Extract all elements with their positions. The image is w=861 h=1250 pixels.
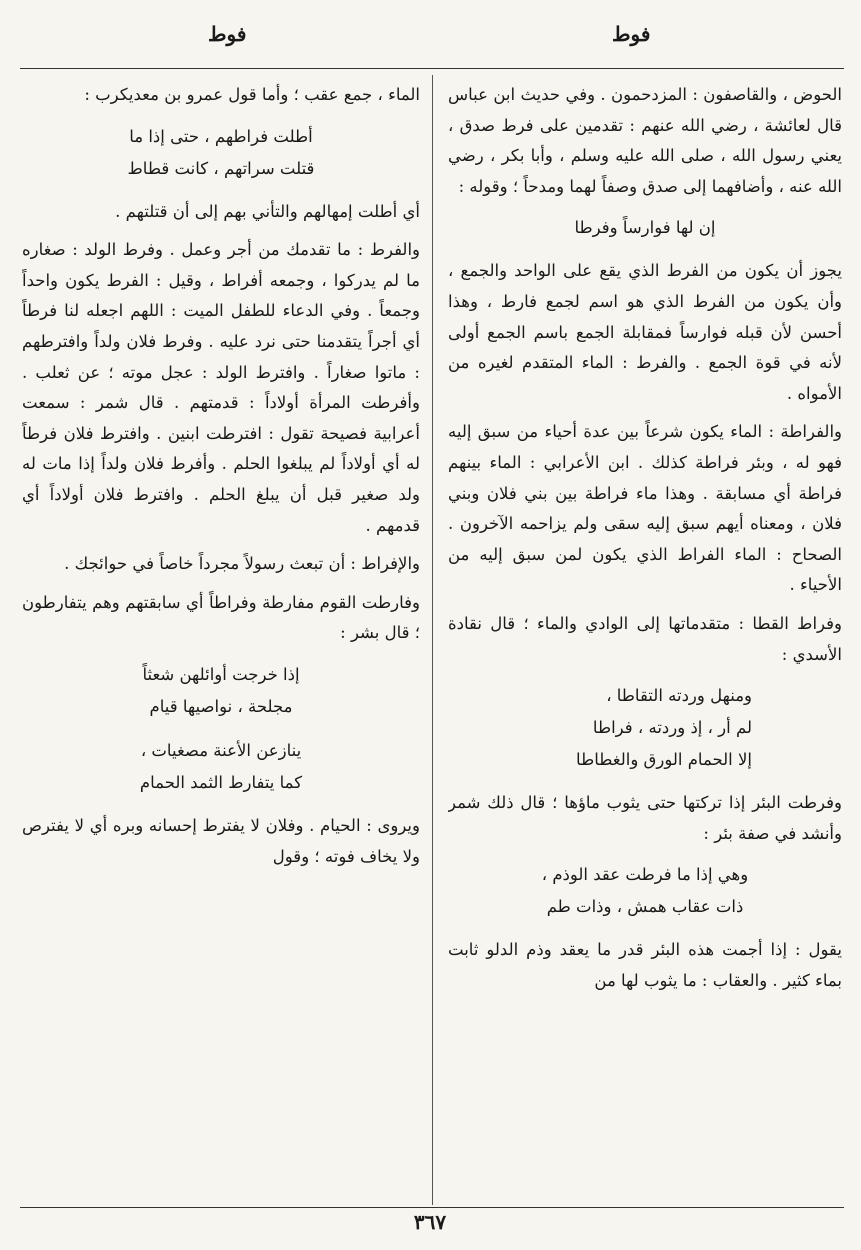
verse-line: ذات عقاب همش ، وذات طم (546, 897, 744, 917)
header-word-right: فوط (612, 22, 651, 46)
paragraph: يقول : إذا أجمت هذه البئر قدر ما يعقد وذم الدلو ثابت بماء كثير . والعقاب : ما يثوب لها من (448, 940, 842, 990)
paragraph: الماء ، جمع عقب ؛ وأما قول عمرو بن معديكرب : (84, 85, 420, 104)
verse (22, 735, 420, 799)
verse-line: مجلحة ، نواصيها قيام (149, 696, 293, 716)
right-column (448, 80, 842, 1205)
verse (22, 121, 420, 185)
verse (22, 659, 420, 723)
paragraph: وفارطت القوم مفارطة وفراطاً أي سابقتهم وهم يتفارطون ؛ قال بشر : (22, 592, 420, 643)
verse-line: وهي إذا ما فرطت عقد الوذم ، (541, 865, 749, 885)
paragraph: الحوض ، والقاصفون : المزدحمون . وفي حديث ابن عباس قال لعائشة ، رضي الله عنهم : تقدمين على فرط صدق ، يعني رسول الله ، صلى الله عليه وسلم ، وأبا بكر ، رضي الله عنه ، وأضافهما إلى صدق وصفاً لهما ومدحاً ؛ وقوله : (448, 85, 842, 196)
page-number: ٣٦٧ (413, 1210, 447, 1234)
paragraph: والإفراط : أن تبعث رسولاً مجرداً خاصاً في حوائجك . (64, 554, 420, 574)
verse-line: ومنهل وردته التقاطا ، (606, 686, 752, 706)
header-word-left: فوط (208, 22, 247, 46)
verse (448, 212, 842, 244)
paragraph: أي أطلت إمهالهم والتأني بهم إلى أن قتلتهم . (115, 201, 420, 221)
paragraph: يجوز أن يكون من الفرط الذي يقع على الواحد والجمع ، وأن يكون من الفرط الذي هو اسم لجمع فارط ، وهذا أحسن لأن قبله فوارساً فمقابلة الجمع باسم الجمع أولى لأنه في قوة الجمع . والفرط : الماء المتقدم لغيره من الأمواه . (448, 261, 842, 403)
paragraph: ويروى : الحيام . وفلان لا يفترط إحسانه وبره أي لا يفترص ولا يخاف فوته ؛ وقول (22, 815, 420, 866)
verse-line: كما يتفارط الثمد الحمام (139, 772, 303, 792)
paragraph: وفراط القطا : متقدماتها إلى الوادي والماء ؛ قال نقادة الأسدي : (448, 613, 842, 664)
verse-line: ينازعن الأعنة مصغيات ، (140, 740, 302, 760)
verse-line: أطلت فراطهم ، حتى إذا ما (129, 126, 313, 146)
paragraph: وفرطت البئر إذا تركتها حتى يثوب ماؤها ؛ قال ذلك شمر وأنشد في صفة بئر : (448, 793, 842, 843)
header-rule (20, 68, 844, 69)
left-column (22, 80, 420, 1205)
paragraph: والفراطة : الماء يكون شرعاً بين عدة أحياء من سبق إليه فهو له ، وبئر فراطة كذلك . ابن الأعرابي : الماء بينهم فراطة أي مسابقة . وهذا ماء فراطة بين بني فلان وبني فلان ، ومعناه أيهم سبق إليه سقى ولم يزاحمه الآخرون . الصحاح : الماء الفراط الذي يكون لمن سبق إليه من الأحياء . (448, 422, 842, 595)
verse (448, 680, 842, 776)
paragraph: والفرط : ما تقدمك من أجر وعمل . وفرط الولد : صغاره ما لم يدركوا ، وجمعه أفراط ، وقيل : الفرط يكون واحداً وجمعاً . وفي الدعاء للطفل الميت : اللهم اجعله لنا فرطاً أي أجراً يتقدمنا حتى نرد عليه . وفرط فلان ولداً وافترطهم : ماتوا صغاراً . وافترط الولد : عجل موته ؛ عن ثعلب . وأفرطت المرأة أولاداً : قدمتهم . قال شمر : سمعت أعرابية فصيحة تقول : افترطت ابنين . وافترط فلان فرطاً له أي أولاداً لم يبلغوا الحلم . وأفرط فلان ولداً إذا مات له ولد صغير قبل أن يبلغ الحلم . وافترط فلان أولاداً أي قدمهم . (22, 240, 420, 535)
verse (448, 859, 842, 923)
column-separator (432, 75, 433, 1205)
verse-line: قتلت سراتهم ، كانت قطاط (127, 158, 315, 178)
verse-line: لم أر ، إذ وردته ، فراطا (592, 718, 752, 738)
verse-line: إلا الحمام الورق والغطاطا (576, 750, 752, 770)
verse-line: إذا خرجت أوائلهن شعثاً (142, 664, 300, 684)
verse-line: إن لها فوارساً وفرطا (574, 218, 716, 238)
footer-rule (20, 1207, 844, 1208)
